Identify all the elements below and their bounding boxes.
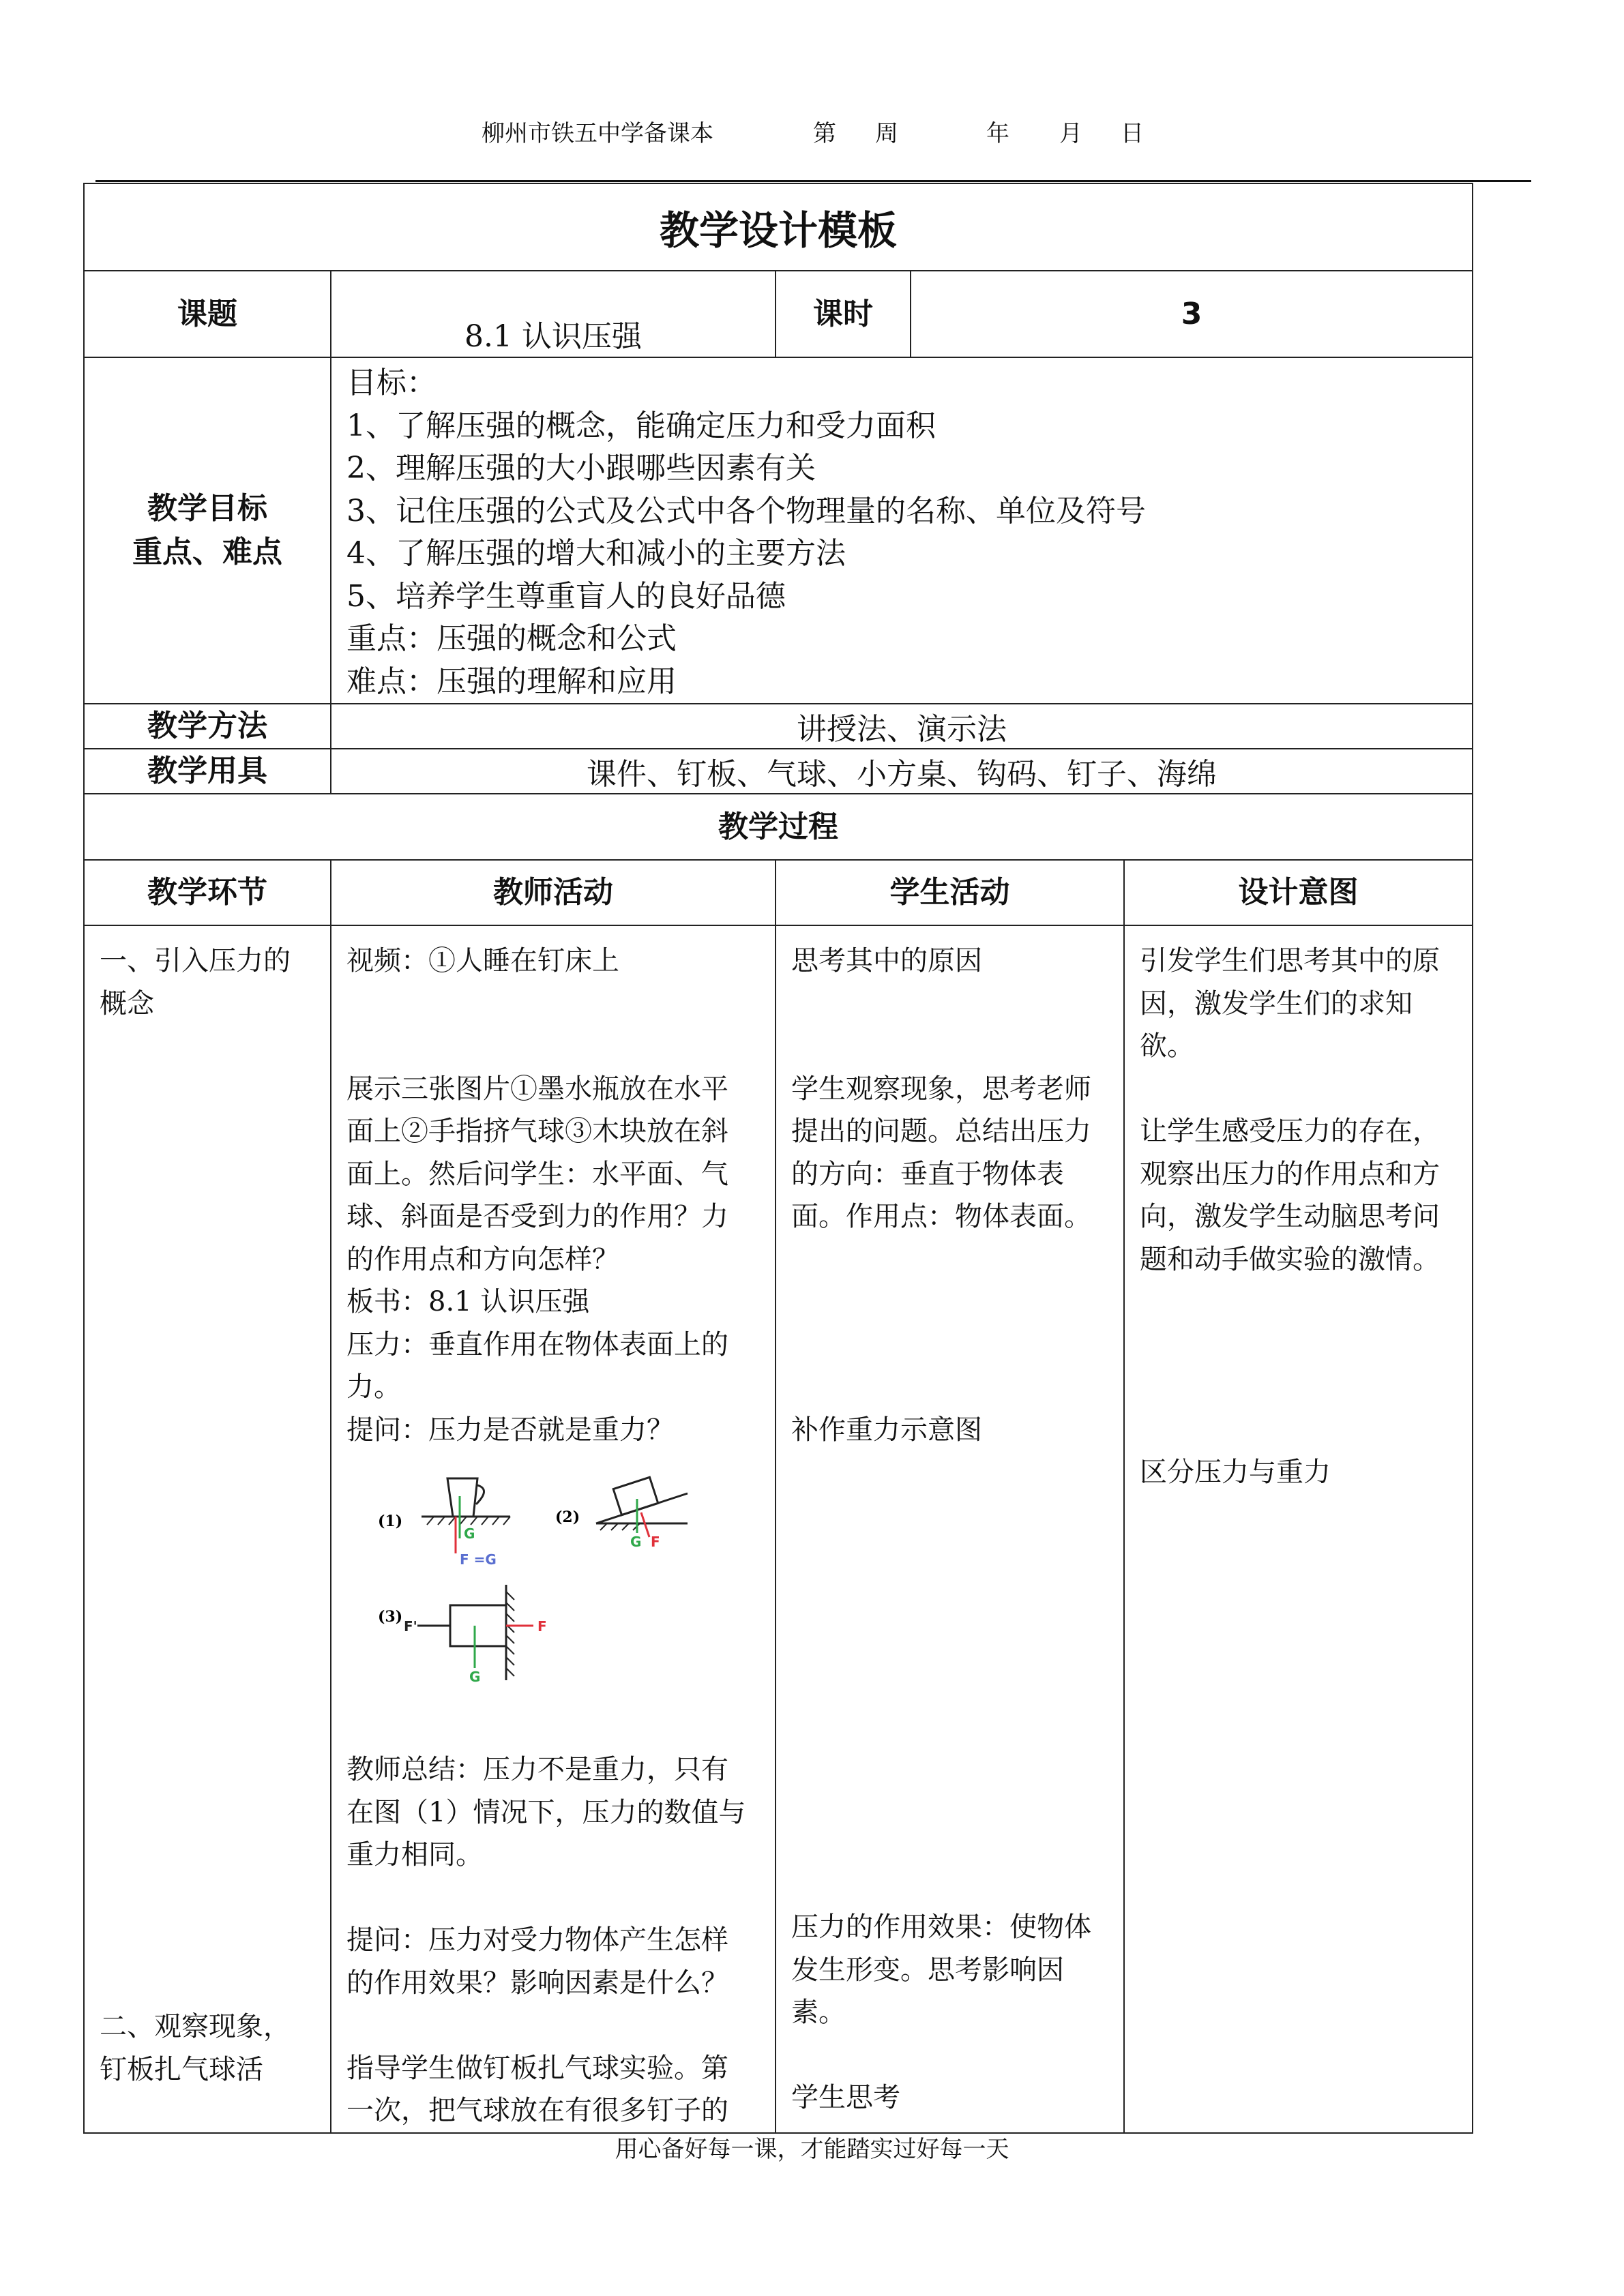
period-value: 3	[911, 271, 1473, 357]
method-value: 讲授法、演示法	[331, 704, 1473, 749]
tools-label: 教学用具	[84, 749, 331, 794]
pressure-label-3: F	[537, 1618, 547, 1635]
intent-line: 区分压力与重力	[1140, 1457, 1331, 1488]
school-name: 柳州市铁五中学备课本	[482, 120, 713, 147]
tools-value: 课件、钉板、气球、小方桌、钩码、钉子、海绵	[331, 749, 1473, 794]
goal-line: 重点：压强的概念和公式	[346, 621, 677, 656]
teacher-line: 展示三张图片①墨水瓶放在水平	[346, 1073, 728, 1105]
student-line: 面。作用点：物体表面。	[791, 1201, 1091, 1232]
week-prefix: 第	[813, 120, 836, 147]
year-label: 年	[986, 120, 1009, 147]
teacher-line: 压力：垂直作用在物体表面上的	[346, 1328, 728, 1360]
header-rule	[95, 180, 1531, 182]
student-line: 思考其中的原因	[791, 945, 982, 976]
student-line: 提出的问题。总结出压力	[791, 1116, 1091, 1147]
stage-cell	[84, 925, 331, 2133]
student-line: 补作重力示意图	[791, 1414, 982, 1446]
cup-body	[447, 1478, 477, 1517]
goal-line: 2、理解压强的大小跟哪些因素有关	[346, 451, 816, 486]
gravity-label-2: G	[630, 1534, 642, 1550]
stage-line: 概念	[100, 987, 154, 1019]
method-label: 教学方法	[84, 704, 331, 749]
design-intent-cell	[1124, 925, 1473, 2133]
incline-block	[613, 1477, 658, 1515]
col-header-intent: 设计意图	[1124, 860, 1473, 925]
period-label: 课时	[776, 271, 911, 357]
student-line: 学生思考	[791, 2082, 900, 2113]
col-header-stage: 教学环节	[84, 860, 331, 925]
teacher-line: 重力相同。	[346, 1839, 483, 1870]
col-header-student: 学生活动	[776, 860, 1124, 925]
goal-line: 目标：	[346, 366, 437, 400]
push-label: F'	[404, 1618, 417, 1635]
stage-line: 二、观察现象，	[100, 2011, 291, 2042]
student-line: 学生观察现象，思考老师	[791, 1073, 1091, 1105]
page-header	[0, 115, 1624, 149]
student-line: 素。	[791, 1997, 846, 2028]
student-line: 发生形变。思考影响因	[791, 1954, 1064, 1986]
col-header-teacher: 教师活动	[331, 860, 776, 925]
teacher-line: 球、斜面是否受到力的作用？力	[346, 1201, 728, 1232]
week-suffix: 周	[875, 120, 898, 147]
wall-block	[450, 1605, 506, 1646]
feqg-label: F =G	[460, 1551, 497, 1568]
diagram-label-2: (2)	[555, 1508, 580, 1526]
intent-line: 因，激发学生们的求知	[1140, 987, 1413, 1019]
teacher-line: 指导学生做钉板扎气球实验。第	[346, 2052, 728, 2084]
diagram-label-1: (1)	[378, 1512, 403, 1530]
goals-content	[331, 357, 1473, 704]
teacher-line: 面上。然后问学生：水平面、气	[346, 1158, 728, 1190]
force-diagram-svg	[346, 1451, 756, 1748]
teacher-line: 的作用点和方向怎样？	[346, 1243, 619, 1275]
intent-line: 题和动手做实验的激情。	[1140, 1243, 1440, 1275]
pressure-arrow-2	[641, 1512, 649, 1537]
hatch-1	[427, 1517, 510, 1525]
goal-line: 1、了解压强的概念，能确定压力和受力面积	[346, 408, 936, 443]
teacher-line: 力。	[346, 1371, 401, 1403]
teacher-line: 提问：压力是否就是重力？	[346, 1414, 674, 1446]
teacher-line: 提问：压力对受力物体产生怎样	[346, 1924, 728, 1956]
pressure-label-2: F	[651, 1534, 660, 1550]
student-activity-cell	[776, 925, 1124, 2133]
goals-label-line1: 教学目标	[147, 491, 267, 526]
teacher-line: 的作用效果？影响因素是什么？	[346, 1967, 728, 1999]
gravity-label-1: G	[464, 1525, 475, 1542]
diagram-label-3: (3)	[378, 1608, 403, 1626]
goals-label-line2: 重点、难点	[132, 535, 282, 569]
month-label: 月	[1059, 120, 1082, 147]
student-line: 压力的作用效果：使物体	[791, 1911, 1091, 1943]
page-footer: 用心备好每一课，才能踏实过好每一天	[615, 2136, 1009, 2163]
teacher-line: 教师总结：压力不是重力，只有	[346, 1754, 728, 1785]
intent-line: 引发学生们思考其中的原	[1140, 945, 1440, 976]
gravity-label-3: G	[469, 1669, 481, 1685]
intent-line: 欲。	[1140, 1030, 1194, 1062]
goals-label	[84, 357, 331, 704]
day-label: 日	[1121, 120, 1144, 147]
teacher-line: 面上②手指挤气球③木块放在斜	[346, 1116, 728, 1147]
stage-line: 一、引入压力的	[100, 945, 291, 976]
doc-title: 教学设计模板	[84, 183, 1473, 271]
process-title: 教学过程	[84, 794, 1473, 860]
student-line: 的方向：垂直于物体表	[791, 1158, 1064, 1190]
goal-line: 难点：压强的理解和应用	[346, 664, 677, 699]
goal-line: 3、记住压强的公式及公式中各个物理量的名称、单位及符号	[346, 493, 1146, 528]
goal-line: 5、培养学生尊重盲人的良好品德	[346, 578, 786, 614]
teacher-activity-cell	[331, 925, 776, 2133]
force-diagrams	[346, 1451, 761, 1748]
goal-line: 4、了解压强的增大和减小的主要方法	[346, 536, 846, 571]
lesson-plan-table	[83, 183, 1473, 2134]
intent-line: 向，激发学生动脑思考问	[1140, 1201, 1440, 1232]
teacher-line: 一次，把气球放在有很多钉子的	[346, 2095, 728, 2126]
topic-label: 课题	[84, 271, 331, 357]
intent-line: 让学生感受压力的存在，	[1140, 1116, 1440, 1147]
intent-line: 观察出压力的作用点和方	[1140, 1158, 1440, 1190]
teacher-line: 视频：①人睡在钉床上	[346, 945, 619, 976]
hatch-3	[506, 1592, 514, 1676]
teacher-line: 在图（1）情况下，压力的数值与	[346, 1796, 746, 1828]
teacher-line: 板书：8.1 认识压强	[346, 1286, 590, 1317]
topic-value: 8.1 认识压强	[331, 271, 776, 357]
stage-line: 钉板扎气球活	[100, 2053, 263, 2085]
